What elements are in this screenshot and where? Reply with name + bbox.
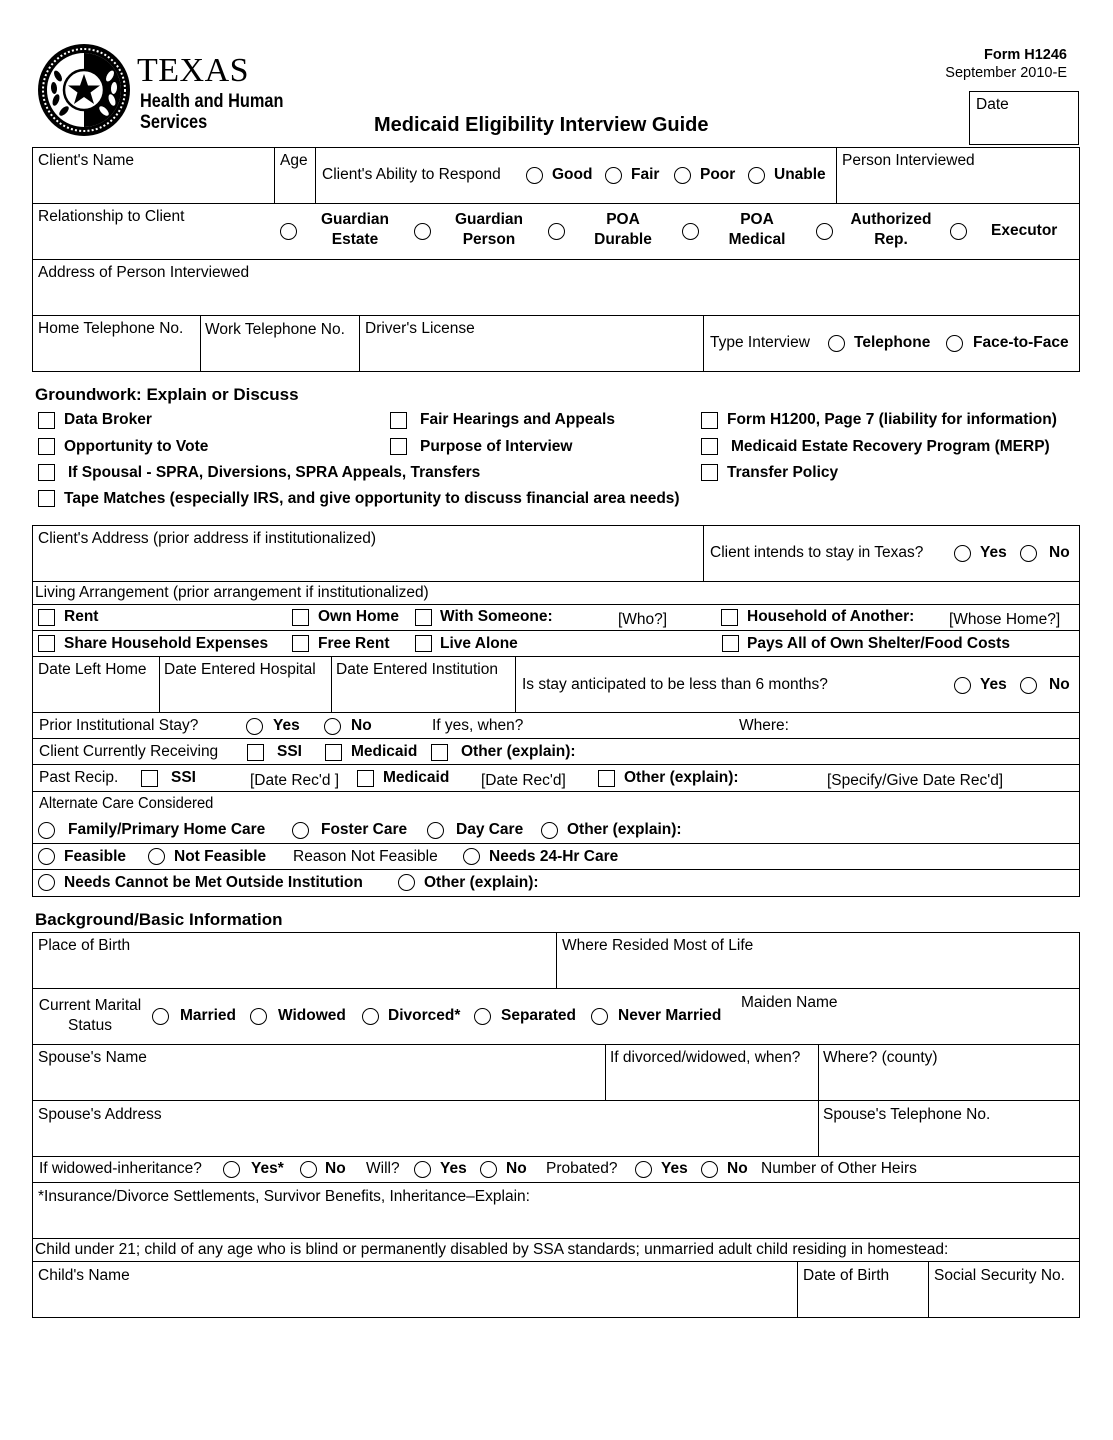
ability-poor-label: Poor	[700, 166, 736, 183]
will-label: Will?	[366, 1160, 400, 1177]
current-other-label: Other (explain):	[461, 743, 576, 760]
home-telephone-field[interactable]	[33, 316, 200, 371]
divorced-when-field[interactable]	[606, 1045, 818, 1100]
ability-poor-radio[interactable]	[674, 167, 691, 184]
child-note: Child under 21; child of any age who is blind or permanently disabled by SSA standards; unmarried adult child residing in homestead:	[35, 1241, 949, 1258]
alt-care-day-label: Day Care	[456, 821, 524, 838]
prior-stay-no-radio[interactable]	[324, 718, 341, 735]
alt-care-other-radio[interactable]	[541, 822, 558, 839]
age-field[interactable]	[275, 148, 315, 203]
page-title: Medicaid Eligibility Interview Guide	[374, 114, 709, 136]
inheritance-no-radio[interactable]	[300, 1161, 317, 1178]
share-expenses-label: Share Household Expenses	[64, 635, 269, 652]
marital-widowed-label: Widowed	[278, 1007, 346, 1024]
ability-to-respond-label: Client's Ability to Respond	[322, 166, 501, 183]
needs-24hr-radio[interactable]	[463, 848, 480, 865]
live-alone-label: Live Alone	[440, 635, 518, 652]
rent-label: Rent	[64, 608, 99, 625]
alt-care-family-label: Family/Primary Home Care	[68, 821, 266, 838]
spouse-telephone-label: Spouse's Telephone No.	[823, 1106, 991, 1123]
ability-fair-label: Fair	[631, 166, 660, 183]
needs-24hr-label: Needs 24-Hr Care	[489, 848, 619, 865]
interview-face-to-face-label: Face-to-Face	[973, 334, 1069, 351]
spousal-checkbox[interactable]	[38, 464, 55, 481]
current-other-checkbox[interactable]	[431, 744, 448, 761]
marital-married-label: Married	[180, 1007, 236, 1024]
alt-care-other-label: Other (explain):	[567, 821, 682, 838]
pays-all-checkbox[interactable]	[722, 635, 739, 652]
number-other-heirs-label[interactable]: Number of Other Heirs	[761, 1160, 917, 1177]
interview-telephone-radio[interactable]	[828, 335, 845, 352]
where-resided-field[interactable]	[557, 933, 1079, 988]
current-medicaid-checkbox[interactable]	[325, 744, 342, 761]
date-entered-institution-field[interactable]	[332, 657, 515, 712]
inheritance-yes-radio[interactable]	[223, 1161, 240, 1178]
alt-care-foster-radio[interactable]	[292, 822, 309, 839]
groundwork-heading: Groundwork: Explain or Discuss	[35, 385, 299, 404]
current-ssi-label: SSI	[277, 743, 302, 760]
prior-stay-yes-radio[interactable]	[246, 718, 263, 735]
data-broker-checkbox[interactable]	[38, 412, 55, 429]
address-person-interviewed-field[interactable]	[33, 260, 1079, 315]
current-ssi-checkbox[interactable]	[247, 744, 264, 761]
date-entered-institution-label: Date Entered Institution	[336, 661, 498, 678]
tape-matches-label: Tape Matches (especially IRS, and give opportunity to discuss financial area needs)	[64, 490, 680, 507]
merp-label: Medicaid Estate Recovery Program (MERP)	[731, 438, 1050, 455]
specify-date-hint: [Specify/Give Date Rec'd]	[827, 772, 1004, 789]
stay-less-6-yes-label: Yes	[980, 676, 1007, 693]
relationship-authorized-rep-radio[interactable]	[816, 223, 833, 240]
not-feasible-radio[interactable]	[148, 848, 165, 865]
transfer-policy-checkbox[interactable]	[701, 464, 718, 481]
place-of-birth-field[interactable]	[33, 933, 556, 988]
marital-never-married-radio[interactable]	[591, 1008, 608, 1025]
date-field[interactable]	[969, 91, 1079, 145]
tape-matches-checkbox[interactable]	[38, 490, 55, 507]
feasible-radio[interactable]	[38, 848, 55, 865]
rent-checkbox[interactable]	[38, 609, 55, 626]
past-medicaid-date-hint: [Date Rec'd]	[481, 772, 566, 789]
stay-texas-no-label: No	[1049, 544, 1070, 561]
form-h1200-label: Form H1200, Page 7 (liability for information)	[727, 411, 1057, 428]
fair-hearings-checkbox[interactable]	[390, 412, 407, 429]
date-entered-hospital-label: Date Entered Hospital	[164, 661, 316, 678]
place-of-birth-label: Place of Birth	[38, 937, 131, 954]
household-of-another-checkbox[interactable]	[721, 609, 738, 626]
alt-care-family-radio[interactable]	[38, 822, 55, 839]
texas-seal-icon	[36, 42, 132, 138]
address-person-interviewed-label: Address of Person Interviewed	[38, 264, 250, 281]
stay-less-6-yes-radio[interactable]	[954, 677, 971, 694]
alt-care-foster-label: Foster Care	[321, 821, 408, 838]
alt-care-day-radio[interactable]	[427, 822, 444, 839]
widowed-inheritance-label: If widowed-inheritance?	[39, 1160, 202, 1177]
spouse-telephone-field[interactable]	[819, 1101, 1079, 1156]
ability-good-radio[interactable]	[526, 167, 543, 184]
form-h1200-checkbox[interactable]	[701, 412, 718, 429]
past-medicaid-label: Medicaid	[383, 769, 450, 786]
marital-married-radio[interactable]	[152, 1008, 169, 1025]
marital-never-married-label: Never Married	[618, 1007, 722, 1024]
child-dob-field[interactable]	[798, 1262, 928, 1317]
work-telephone-field[interactable]	[201, 316, 359, 371]
divorced-when-label: If divorced/widowed, when?	[610, 1049, 801, 1066]
will-yes-label: Yes	[440, 1160, 467, 1177]
marital-divorced-radio[interactable]	[362, 1008, 379, 1025]
spouse-name-label: Spouse's Name	[38, 1049, 147, 1066]
relationship-poa-medical-label: POA Medical	[728, 211, 786, 248]
prior-stay-no-label: No	[351, 717, 372, 734]
feasible-label: Feasible	[64, 848, 127, 865]
interview-telephone-label: Telephone	[854, 334, 931, 351]
current-medicaid-label: Medicaid	[351, 743, 418, 760]
purpose-interview-label: Purpose of Interview	[420, 438, 573, 455]
date-left-home-label: Date Left Home	[38, 661, 147, 678]
date-left-home-field[interactable]	[33, 657, 159, 712]
client-address-label: Client's Address (prior address if institutionalized)	[38, 530, 377, 547]
will-no-radio[interactable]	[480, 1161, 497, 1178]
relationship-poa-durable-label: POA Durable	[594, 211, 652, 248]
client-address-field[interactable]	[33, 526, 703, 581]
stay-less-6-months-label: Is stay anticipated to be less than 6 months?	[522, 676, 828, 693]
where-county-field[interactable]	[819, 1045, 1079, 1100]
logo-hhs-line1: Health and Human	[140, 91, 284, 112]
alt-care-label: Alternate Care Considered	[39, 795, 214, 812]
pays-all-label: Pays All of Own Shelter/Food Costs	[747, 635, 1010, 652]
household-of-another-label: Household of Another:	[747, 608, 915, 625]
stay-texas-label: Client intends to stay in Texas?	[710, 544, 924, 561]
person-interviewed-label: Person Interviewed	[842, 152, 975, 169]
relationship-guardian-estate-radio[interactable]	[280, 223, 297, 240]
will-no-label: No	[506, 1160, 527, 1177]
marital-status-label: Current Marital Status	[38, 997, 142, 1034]
past-ssi-label: SSI	[171, 769, 196, 786]
child-dob-label: Date of Birth	[803, 1267, 890, 1284]
past-medicaid-checkbox[interactable]	[357, 770, 374, 787]
clients-name-field[interactable]	[33, 148, 274, 203]
who-hint: [Who?]	[618, 611, 668, 628]
probated-yes-label: Yes	[661, 1160, 688, 1177]
ability-unable-radio[interactable]	[748, 167, 765, 184]
own-home-label: Own Home	[318, 608, 399, 625]
stay-less-6-no-label: No	[1049, 676, 1070, 693]
needs-cannot-be-met-radio[interactable]	[38, 874, 55, 891]
child-ssn-field[interactable]	[929, 1262, 1079, 1317]
opportunity-vote-label: Opportunity to Vote	[64, 438, 209, 455]
stay-texas-no-radio[interactable]	[1020, 545, 1037, 562]
will-yes-radio[interactable]	[414, 1161, 431, 1178]
institution-other-label: Other (explain):	[424, 874, 539, 891]
with-someone-label: With Someone:	[440, 608, 553, 625]
probated-yes-radio[interactable]	[635, 1161, 652, 1178]
opportunity-vote-checkbox[interactable]	[38, 438, 55, 455]
interview-face-to-face-radio[interactable]	[946, 335, 963, 352]
spouse-address-label: Spouse's Address	[38, 1106, 162, 1123]
if-yes-when-label[interactable]: If yes, when?	[432, 717, 524, 734]
relationship-poa-durable-radio[interactable]	[548, 223, 565, 240]
past-ssi-checkbox[interactable]	[141, 770, 158, 787]
relationship-label: Relationship to Client	[38, 208, 185, 225]
form-revision-date: September 2010-E	[945, 65, 1067, 81]
ability-good-label: Good	[552, 166, 593, 183]
not-feasible-label: Not Feasible	[174, 848, 267, 865]
prior-stay-yes-label: Yes	[273, 717, 300, 734]
with-someone-checkbox[interactable]	[415, 609, 432, 626]
where-label[interactable]: Where:	[739, 717, 789, 734]
drivers-license-field[interactable]	[360, 316, 703, 371]
person-interviewed-field[interactable]	[837, 148, 1079, 203]
living-arrangement-label: Living Arrangement (prior arrangement if institutionalized)	[35, 584, 429, 601]
relationship-poa-medical-radio[interactable]	[682, 223, 699, 240]
where-resided-label: Where Resided Most of Life	[562, 937, 754, 954]
child-name-field[interactable]	[33, 1262, 797, 1317]
prior-stay-label: Prior Institutional Stay?	[39, 717, 199, 734]
where-county-label: Where? (county)	[823, 1049, 938, 1066]
ability-fair-radio[interactable]	[605, 167, 622, 184]
inheritance-no-label: No	[325, 1160, 346, 1177]
logo-hhs-line2: Services	[140, 112, 208, 133]
own-home-checkbox[interactable]	[292, 609, 309, 626]
ability-unable-label: Unable	[774, 166, 826, 183]
home-telephone-label: Home Telephone No.	[38, 320, 184, 337]
type-interview-label: Type Interview	[710, 334, 810, 351]
probated-label: Probated?	[546, 1160, 618, 1177]
date-label: Date	[976, 96, 1009, 113]
transfer-policy-label: Transfer Policy	[727, 464, 839, 481]
child-name-label: Child's Name	[38, 1267, 130, 1284]
marital-widowed-radio[interactable]	[250, 1008, 267, 1025]
relationship-authorized-rep-label: Authorized Rep.	[850, 211, 932, 248]
form-number: Form H1246	[983, 47, 1067, 63]
insurance-explain-label: *Insurance/Divorce Settlements, Survivor Benefits, Inheritance–Explain:	[38, 1188, 530, 1205]
logo-texas: TEXAS	[137, 52, 250, 89]
currently-receiving-label: Client Currently Receiving	[39, 743, 219, 760]
free-rent-label: Free Rent	[318, 635, 390, 652]
reason-not-feasible-label: Reason Not Feasible	[293, 848, 438, 865]
spouse-name-field[interactable]	[33, 1045, 605, 1100]
age-label: Age	[280, 152, 308, 169]
live-alone-checkbox[interactable]	[415, 635, 432, 652]
share-expenses-checkbox[interactable]	[38, 635, 55, 652]
marital-separated-radio[interactable]	[474, 1008, 491, 1025]
past-other-checkbox[interactable]	[598, 770, 615, 787]
probated-no-radio[interactable]	[701, 1161, 718, 1178]
past-other-label: Other (explain):	[624, 769, 739, 786]
merp-checkbox[interactable]	[701, 438, 718, 455]
inheritance-yes-label: Yes*	[251, 1160, 284, 1177]
relationship-guardian-estate-label: Guardian Estate	[320, 211, 390, 248]
marital-divorced-label: Divorced*	[388, 1007, 461, 1024]
stay-texas-yes-label: Yes	[980, 544, 1007, 561]
stay-texas-yes-radio[interactable]	[954, 545, 971, 562]
whose-home-hint: [Whose Home?]	[949, 611, 1061, 628]
child-ssn-label: Social Security No.	[934, 1267, 1065, 1284]
date-entered-hospital-field[interactable]	[160, 657, 331, 712]
needs-cannot-be-met-label: Needs Cannot be Met Outside Institution	[64, 874, 363, 891]
maiden-name-label[interactable]: Maiden Name	[741, 994, 838, 1011]
drivers-license-label: Driver's License	[365, 320, 475, 337]
relationship-guardian-person-radio[interactable]	[414, 223, 431, 240]
clients-name-label: Client's Name	[38, 152, 134, 169]
probated-no-label: No	[727, 1160, 748, 1177]
past-recip-label: Past Recip.	[39, 769, 119, 786]
data-broker-label: Data Broker	[64, 411, 152, 428]
marital-separated-label: Separated	[501, 1007, 576, 1024]
background-heading: Background/Basic Information	[35, 910, 283, 929]
work-telephone-label: Work Telephone No.	[205, 321, 345, 338]
relationship-guardian-person-label: Guardian Person	[454, 211, 524, 248]
institution-other-radio[interactable]	[398, 874, 415, 891]
free-rent-checkbox[interactable]	[292, 635, 309, 652]
relationship-executor-radio[interactable]	[950, 223, 967, 240]
insurance-explain-field[interactable]	[33, 1183, 1079, 1238]
past-ssi-date-hint: [Date Rec'd ]	[250, 772, 340, 789]
purpose-interview-checkbox[interactable]	[390, 438, 407, 455]
relationship-executor-label: Executor	[991, 222, 1058, 239]
fair-hearings-label: Fair Hearings and Appeals	[420, 411, 615, 428]
spousal-label: If Spousal - SPRA, Diversions, SPRA Appeals, Transfers	[68, 464, 481, 481]
stay-less-6-no-radio[interactable]	[1020, 677, 1037, 694]
spouse-address-field[interactable]	[33, 1101, 818, 1156]
